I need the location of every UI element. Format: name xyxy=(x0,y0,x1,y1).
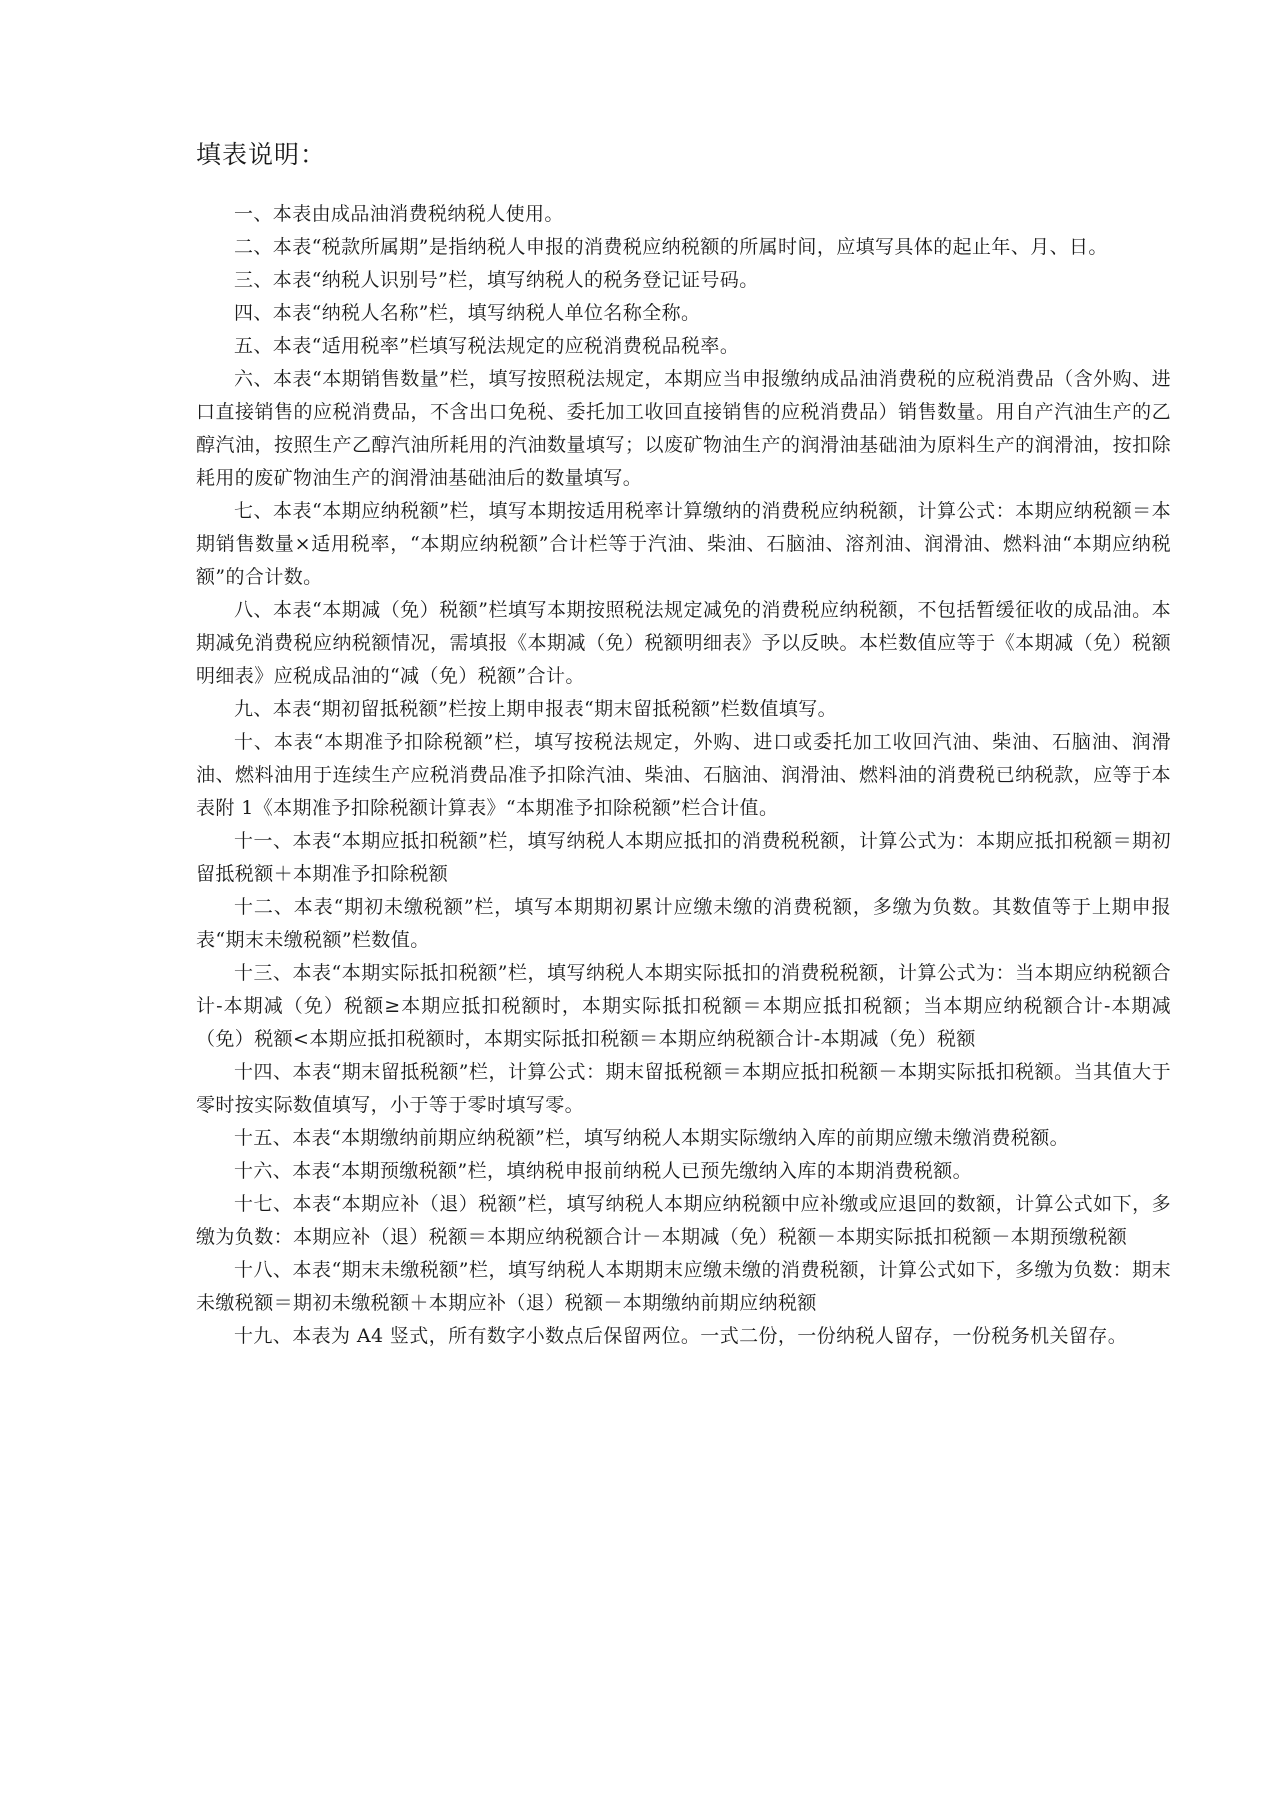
instruction-item-14: 十四、本表“期末留抵税额”栏，计算公式：期末留抵税额＝本期应抵扣税额－本期实际抵扣税额。当其值大于零时按实际数值填写，小于等于零时填写零。 xyxy=(196,1061,1171,1116)
instruction-list xyxy=(196,198,1171,1353)
instruction-item-10: 十、本表“本期准予扣除税额”栏，填写按税法规定，外购、进口或委托加工收回汽油、柴油、石脑油、润滑油、燃料油用于连续生产应税消费品准予扣除汽油、柴油、石脑油、润滑油、燃料油的消费税已纳税款，应等于本表附 1《本期准予扣除税额计算表》“本期准予扣除税额”栏合计值。 xyxy=(196,731,1171,819)
instruction-item-12: 十二、本表“期初未缴税额”栏，填写本期期初累计应缴未缴的消费税额，多缴为负数。其数值等于上期申报表“期末未缴税额”栏数值。 xyxy=(196,896,1171,951)
instruction-item-11: 十一、本表“本期应抵扣税额”栏，填写纳税人本期应抵扣的消费税税额，计算公式为：本期应抵扣税额＝期初留抵税额＋本期准予扣除税额 xyxy=(196,830,1171,885)
instruction-item-4: 四、本表“纳税人名称”栏，填写纳税人单位名称全称。 xyxy=(234,302,701,324)
instruction-item-19: 十九、本表为 A4 竖式，所有数字小数点后保留两位。一式二份，一份纳税人留存，一份税务机关留存。 xyxy=(234,1325,1128,1347)
instruction-item-7: 七、本表“本期应纳税额”栏，填写本期按适用税率计算缴纳的消费税应纳税额，计算公式：本期应纳税额＝本期销售数量×适用税率，“本期应纳税额”合计栏等于汽油、柴油、石脑油、溶剂油、润滑油、燃料油“本期应纳税额”的合计数。 xyxy=(196,500,1171,588)
instructions-page xyxy=(196,138,1171,1353)
instruction-item-9: 九、本表“期初留抵税额”栏按上期申报表“期末留抵税额”栏数值填写。 xyxy=(234,698,838,720)
instruction-item-18: 十八、本表“期末未缴税额”栏，填写纳税人本期期末应缴未缴的消费税额，计算公式如下，多缴为负数：期末未缴税额＝期初未缴税额＋本期应补（退）税额－本期缴纳前期应纳税额 xyxy=(196,1259,1171,1314)
instruction-item-17: 十七、本表“本期应补（退）税额”栏，填写纳税人本期应纳税额中应补缴或应退回的数额，计算公式如下，多缴为负数：本期应补（退）税额＝本期应纳税额合计－本期减（免）税额－本期实际抵扣税额－本期预缴税额 xyxy=(196,1193,1171,1248)
instruction-item-15: 十五、本表“本期缴纳前期应纳税额”栏，填写纳税人本期实际缴纳入库的前期应缴未缴消费税额。 xyxy=(234,1127,1070,1149)
instruction-item-13: 十三、本表“本期实际抵扣税额”栏，填写纳税人本期实际抵扣的消费税税额，计算公式为：当本期应纳税额合计-本期减（免）税额≥本期应抵扣税额时，本期实际抵扣税额＝本期应抵扣税额；当本期应纳税额合计-本期减（免）税额<本期应抵扣税额时，本期实际抵扣税额＝本期应纳税额合计-本期减（免）税额 xyxy=(196,962,1171,1050)
page-title: 填表说明： xyxy=(196,140,327,169)
instruction-item-6: 六、本表“本期销售数量”栏，填写按照税法规定，本期应当申报缴纳成品油消费税的应税消费品（含外购、进口直接销售的应税消费品，不含出口免税、委托加工收回直接销售的应税消费品）销售数量。用自产汽油生产的乙醇汽油，按照生产乙醇汽油所耗用的汽油数量填写；以废矿物油生产的润滑油基础油为原料生产的润滑油，按扣除耗用的废矿物油生产的润滑油基础油后的数量填写。 xyxy=(196,368,1171,489)
instruction-item-2: 二、本表“税款所属期”是指纳税人申报的消费税应纳税额的所属时间，应填写具体的起止年、月、日。 xyxy=(234,236,1108,258)
instruction-item-16: 十六、本表“本期预缴税额”栏，填纳税申报前纳税人已预先缴纳入库的本期消费税额。 xyxy=(234,1160,973,1182)
instruction-item-3: 三、本表“纳税人识别号”栏，填写纳税人的税务登记证号码。 xyxy=(234,269,759,291)
instruction-item-8: 八、本表“本期减（免）税额”栏填写本期按照税法规定减免的消费税应纳税额，不包括暂缓征收的成品油。本期减免消费税应纳税额情况，需填报《本期减（免）税额明细表》予以反映。本栏数值应等于《本期减（免）税额明细表》应税成品油的“减（免）税额”合计。 xyxy=(196,599,1171,687)
instruction-item-5: 五、本表“适用税率”栏填写税法规定的应税消费税品税率。 xyxy=(234,335,740,357)
instruction-item-1: 一、本表由成品油消费税纳税人使用。 xyxy=(234,203,564,225)
